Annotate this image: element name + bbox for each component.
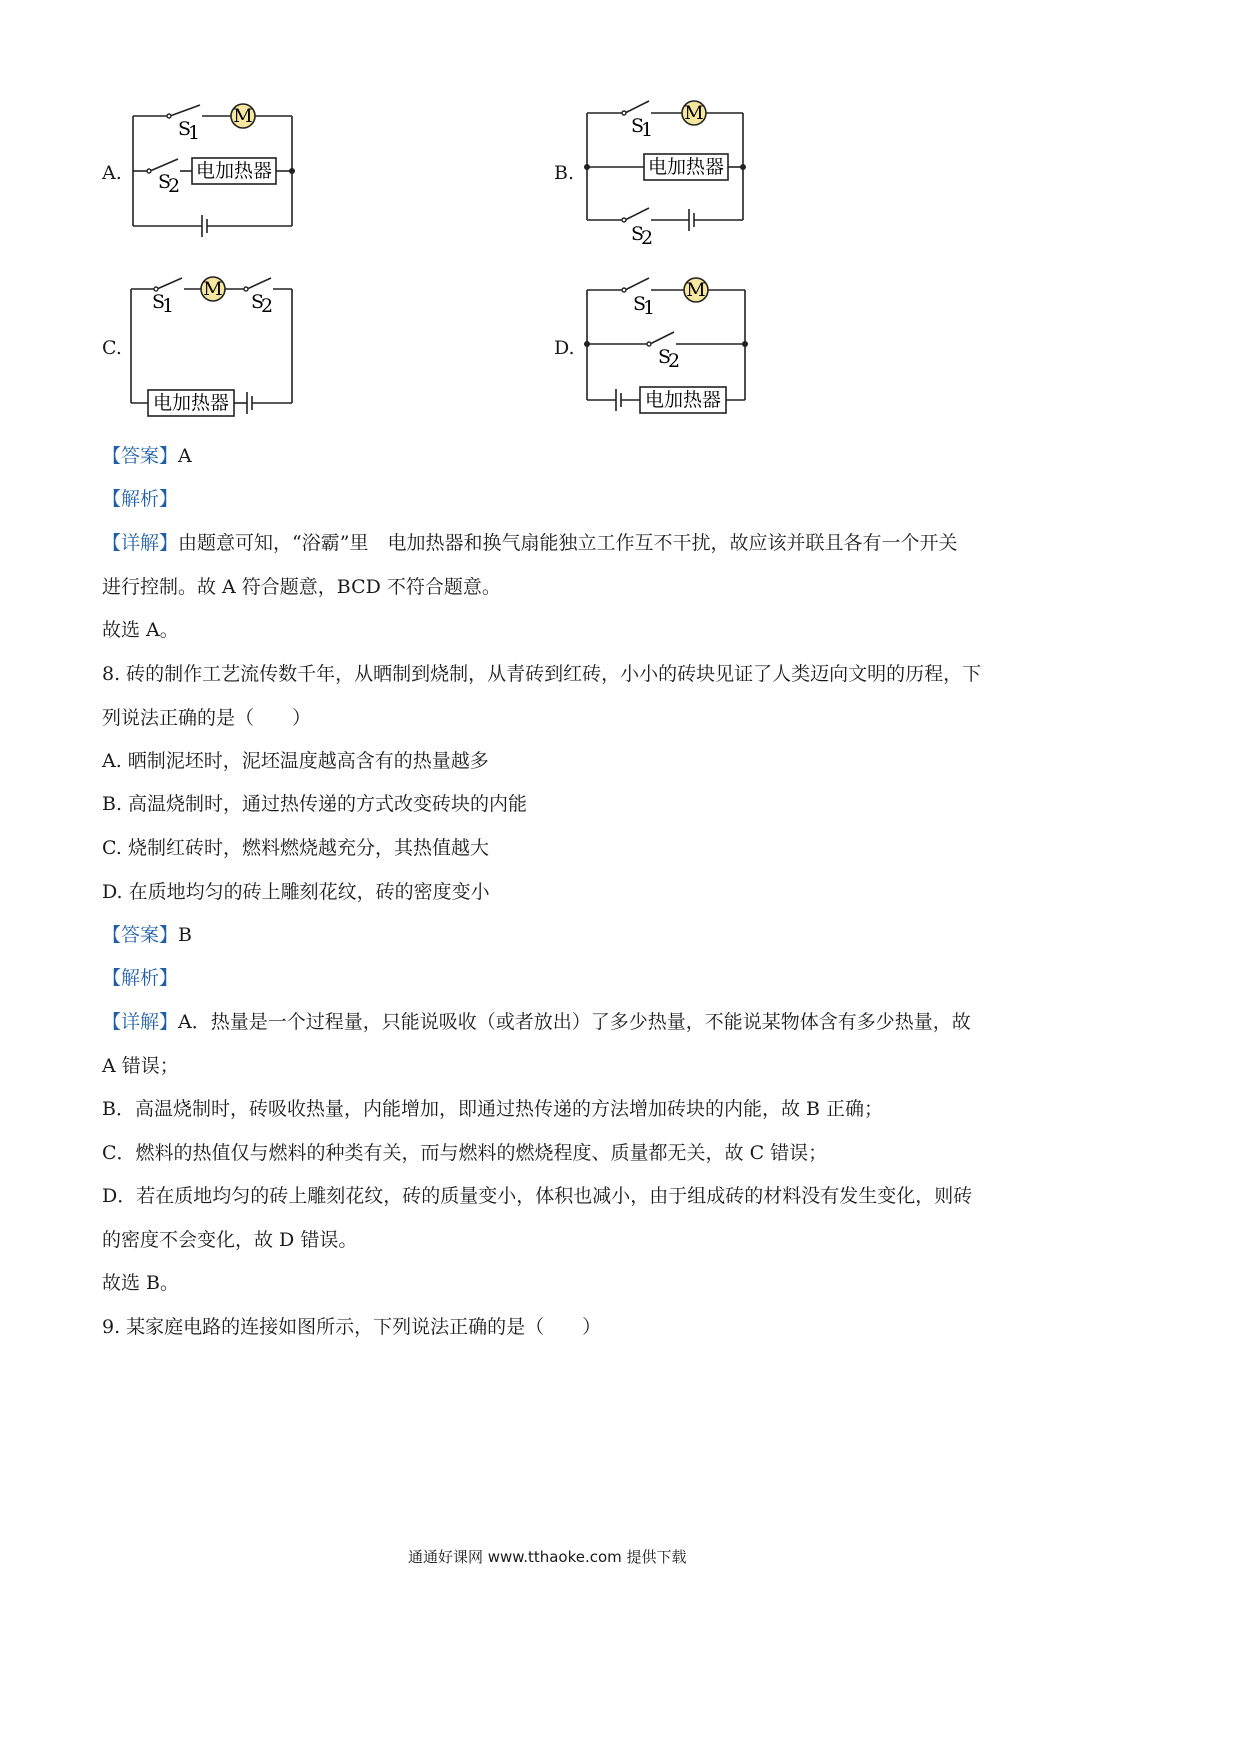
- heater-label: 电加热器: [152, 392, 230, 414]
- option-label-a: A.: [102, 162, 122, 184]
- s2-label: S: [158, 171, 172, 193]
- q8-option-b: B. 高温烧制时，通过热传递的方式改变砖块的内能: [102, 793, 528, 815]
- q8-stem-line-2: 列说法正确的是（ ）: [102, 707, 312, 729]
- q8-detail-line-1: 【详解】A．热量是一个过程量，只能说吸收（或者放出）了多少热量，不能说某物体含有多少热量，故: [102, 1011, 971, 1033]
- s1-label: S: [631, 115, 645, 137]
- motor-label: M: [684, 102, 704, 124]
- detail-tag: 【详解】: [102, 1011, 179, 1033]
- q9-stem: 9. 某家庭电路的连接如图所示，下列说法正确的是（ ）: [102, 1316, 602, 1338]
- s1-label: S: [633, 293, 647, 315]
- q7-conclusion: 故选 A。: [102, 619, 179, 641]
- s2-subscript: 2: [261, 295, 274, 317]
- s1-subscript: 1: [643, 297, 656, 319]
- motor-label: M: [203, 278, 223, 300]
- s2-label: S: [658, 346, 672, 368]
- q7-detail-line-2: 进行控制。故 A 符合题意，BCD 不符合题意。: [102, 576, 501, 598]
- q8-detail-line-6: 的密度不会变化，故 D 错误。: [102, 1229, 358, 1251]
- heater-label: 电加热器: [195, 160, 273, 182]
- q8-option-a: A. 晒制泥坯时，泥坯温度越高含有的热量越多: [102, 750, 489, 772]
- circuit-diagram-a: [120, 95, 310, 245]
- heater-label: 电加热器: [647, 156, 725, 178]
- answer-value: A: [178, 445, 192, 467]
- q7-analysis-tag: 【解析】: [102, 488, 179, 510]
- s1-subscript: 1: [162, 295, 175, 317]
- circuit-diagram-b: [576, 95, 766, 245]
- page-footer: 通通好课网 www.tthaoke.com 提供下载: [408, 1548, 687, 1566]
- s1-subscript: 1: [188, 122, 201, 144]
- option-label-b: B.: [554, 162, 575, 184]
- q8-detail-line-5: D．若在质地均匀的砖上雕刻花纹，砖的质量变小，体积也减小，由于组成砖的材料没有发生变化，则砖: [102, 1185, 973, 1207]
- s2-label: S: [251, 291, 265, 313]
- s1-label: S: [178, 118, 192, 140]
- option-label-d: D.: [554, 337, 575, 359]
- answer-tag: 【答案】: [102, 445, 179, 467]
- q8-detail-line-3: B．高温烧制时，砖吸收热量，内能增加，即通过热传递的方法增加砖块的内能，故 B 正确；: [102, 1098, 884, 1120]
- q8-detail-line-4: C．燃料的热值仅与燃料的种类有关，而与燃料的燃烧程度、质量都无关，故 C 错误；: [102, 1142, 828, 1164]
- q8-analysis-tag: 【解析】: [102, 967, 179, 989]
- q8-option-c: C. 烧制红砖时，燃料燃烧越充分，其热值越大: [102, 837, 489, 859]
- circuit-diagram-d: [576, 270, 766, 420]
- s2-subscript: 2: [641, 227, 654, 245]
- answer-tag: 【答案】: [102, 924, 179, 946]
- q8-option-d: D. 在质地均匀的砖上雕刻花纹，砖的密度变小: [102, 881, 490, 903]
- s1-subscript: 1: [641, 119, 654, 141]
- heater-label: 电加热器: [644, 389, 722, 411]
- option-label-c: C.: [102, 337, 122, 359]
- motor-label: M: [233, 105, 253, 127]
- q8-detail-line-2: A 错误；: [102, 1055, 179, 1077]
- q7-detail-line-1: 【详解】由题意可知，“浴霸”里 电加热器和换气扇能独立工作互不干扰，故应该并联且各有一个开关: [102, 532, 958, 554]
- s2-subscript: 2: [668, 350, 681, 372]
- q8-stem-line-1: 8. 砖的制作工艺流传数千年，从晒制到烧制，从青砖到红砖，小小的砖块见证了人类迈向文明的历程，下: [102, 663, 982, 685]
- q7-answer: [102, 444, 192, 468]
- s2-label: S: [631, 223, 645, 245]
- detail-tag: 【详解】: [102, 532, 179, 554]
- s1-label: S: [152, 291, 166, 313]
- answer-value: B: [178, 924, 192, 946]
- q8-answer: [102, 923, 192, 947]
- motor-label: M: [686, 279, 706, 301]
- circuit-diagram-c: [120, 270, 310, 420]
- q8-conclusion: 故选 B。: [102, 1272, 180, 1294]
- s2-subscript: 2: [168, 175, 181, 197]
